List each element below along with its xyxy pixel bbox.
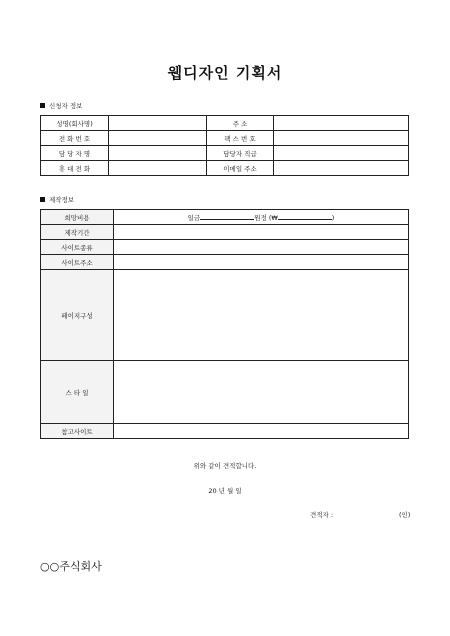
production-table — [40, 209, 409, 439]
page-structure-input[interactable] — [114, 270, 409, 361]
table-row — [41, 131, 409, 146]
table-cell-label: 주 소 — [207, 116, 274, 131]
document-title: 웹디자인 기획서 — [167, 64, 283, 82]
table-cell-input[interactable] — [274, 161, 409, 176]
table-cell-label: 담 당 자 명 — [41, 146, 109, 161]
table-cell-label: 성명(회사명) — [41, 116, 109, 131]
table-row — [41, 240, 409, 255]
budget-prefix: 일금 — [187, 213, 201, 222]
company-name: ○○주식회사 — [40, 560, 102, 573]
table-cell-input[interactable] — [274, 146, 409, 161]
period-input[interactable] — [114, 225, 409, 240]
row-label-budget: 희망비용 — [41, 210, 114, 225]
production-section-label: 제작정보 — [49, 196, 75, 204]
budget-suffix: ) — [331, 213, 335, 222]
reference-site-input[interactable] — [114, 424, 409, 439]
table-row — [41, 424, 409, 439]
table-cell-label: 담당자 직급 — [207, 146, 274, 161]
square-bullet-icon — [40, 197, 45, 202]
production-section-header — [40, 195, 74, 204]
table-row — [41, 146, 409, 161]
budget-amount-blank[interactable] — [200, 213, 254, 220]
table-cell-input[interactable] — [274, 131, 409, 146]
table-cell-input[interactable] — [109, 116, 207, 131]
table-row — [41, 225, 409, 240]
table-row — [41, 270, 409, 361]
applicant-section-label: 신청자 정보 — [49, 102, 83, 110]
date-line: 20 년 월 일 — [208, 487, 242, 495]
row-label-site-type: 사이트종류 — [41, 240, 114, 255]
row-label-style: 스 타 일 — [41, 361, 114, 424]
square-bullet-icon — [40, 103, 45, 108]
row-label-reference-site: 참고사이트 — [41, 424, 114, 439]
table-cell-label: 팩 스 번 호 — [207, 131, 274, 146]
table-cell-label: 이메일 주소 — [207, 161, 274, 176]
site-type-input[interactable] — [114, 240, 409, 255]
applicant-section-header — [40, 101, 82, 110]
budget-input[interactable] — [114, 210, 409, 225]
table-row — [41, 361, 409, 424]
table-row — [41, 255, 409, 270]
row-label-page-structure: 페이지구성 — [41, 270, 114, 361]
budget-number-blank[interactable] — [278, 213, 332, 220]
applicant-table — [40, 115, 409, 176]
seal-label: (인) — [399, 511, 411, 519]
table-row — [41, 116, 409, 131]
row-label-site-address: 사이트주소 — [41, 255, 114, 270]
table-cell-input[interactable] — [274, 116, 409, 131]
table-cell-label: 휴 대 전 화 — [41, 161, 109, 176]
estimator-label: 견적자 : — [310, 511, 334, 519]
table-cell-input[interactable] — [109, 131, 207, 146]
table-cell-label: 전 화 번 호 — [41, 131, 109, 146]
table-row — [41, 210, 409, 225]
site-address-input[interactable] — [114, 255, 409, 270]
statement-text: 위와 같이 견적합니다. — [193, 462, 257, 470]
row-label-period: 제작기간 — [41, 225, 114, 240]
table-cell-input[interactable] — [109, 146, 207, 161]
style-input[interactable] — [114, 361, 409, 424]
budget-mid: 원정 (₩ — [254, 213, 278, 222]
table-row — [41, 161, 409, 176]
table-cell-input[interactable] — [109, 161, 207, 176]
